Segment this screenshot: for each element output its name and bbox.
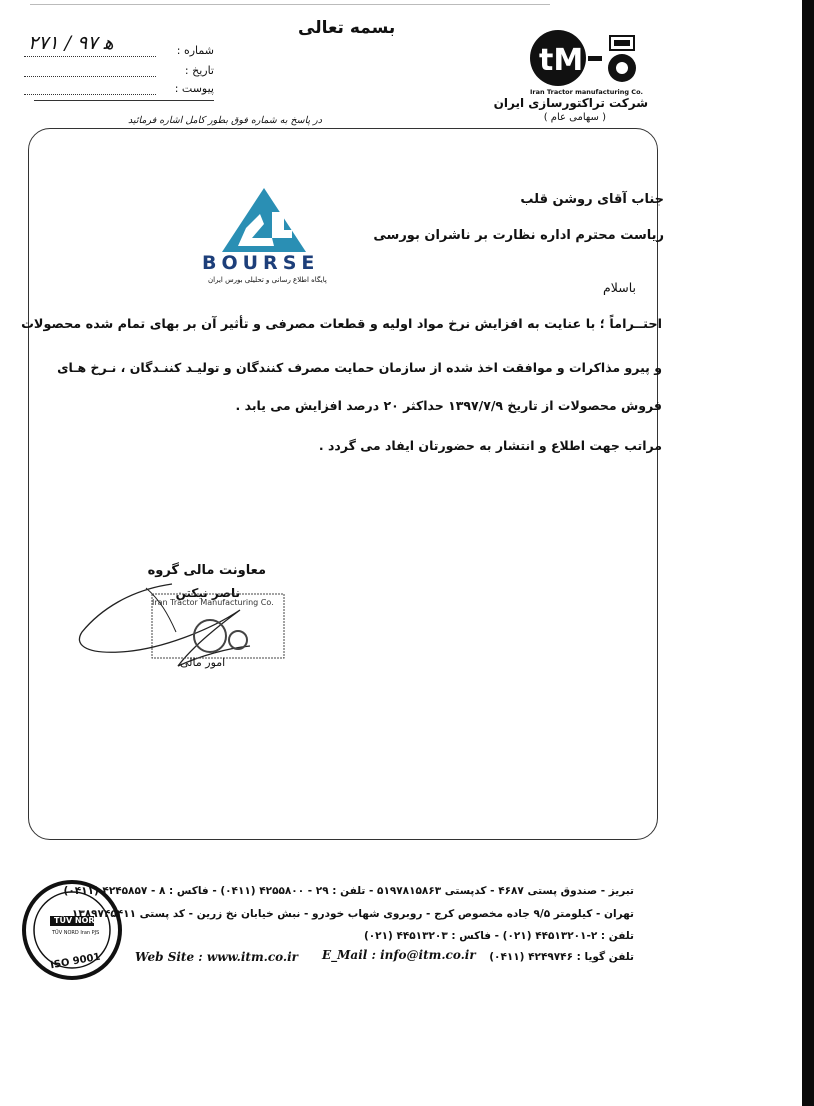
reply-notice: در پاسخ به شماره فوق بطور کامل اشاره فرمائید [127,115,322,126]
signatory-title: معاونت مالی گروه [147,563,266,578]
footer-tabriz-address: تبریز - صندوق پستی ۴۶۸۷ - کدپستی ۵۱۹۷۸۱۵۸۶۳ - تلفن : ۲۹ - ۴۲۵۵۸۰۰ (۰۴۱۱) - فاکس : ۸ - ۴۲۴۵۸۵۷ (۰۴۱۱) [63,885,634,897]
recipient-title: ریاست محترم اداره نظارت بر ناشران بورسی [373,228,664,243]
stamp-text: Iran Tractor Manufacturing Co. [152,598,274,607]
bourse-logo [194,188,334,292]
logo-english-text: Iran Tractor manufacturing Co. [530,88,644,96]
cert-brand: TÜV NORD [54,916,102,925]
bourse-triangle-icon [194,188,334,252]
bourse-caption: پایگاه اطلاع رسانی و تحلیلی بورس ایران [208,276,327,284]
handwritten-signature [60,570,300,690]
paragraph-line-2: و پیرو مذاکرات و موافقت اخذ شده از سازمان حمایت مصرف کنندگان و تولیـد کننـدگان ، نـرخ هـای [57,360,662,375]
signatory-name: ناصر نیکتن [175,586,240,600]
company-logo [528,28,648,100]
svg-text:tM: tM [539,43,584,78]
recipient-name: جناب آقای روشن قلب [520,192,664,207]
top-rule [30,4,550,5]
number-row [24,32,214,58]
basmala-heading: بسمه تعالی [298,18,396,38]
number-value: ﻫ ۹۷ / ۲۷۱ [28,32,114,54]
greeting: باسلام [603,280,636,295]
date-row [24,58,214,76]
paragraph-line-1: احتــراماً ؛ با عنایت به افزایش نرخ مواد اولیه و قطعات مصرفی و تأثیر آن بر بهای تمام شده محصولات [21,317,662,332]
company-name: شرکت تراکتورسازی ایران [493,96,648,110]
footer-website: Web Site : www.itm.co.ir [135,950,298,964]
date-label: تاریخ : [184,64,214,77]
signature-and-stamp [60,570,300,690]
footer-tehran-phone: تلفن : ۲-۴۴۵۱۳۲۰۱ (۰۲۱) - فاکس : ۴۴۵۱۳۲۰۳ (۰۲۱) [363,930,634,942]
number-label: شماره : [176,44,214,57]
letter-meta [24,32,214,101]
cert-sub: TÜV NORD Iran PJS [52,930,100,936]
footer-email: E_Mail : info@itm.co.ir [322,948,476,962]
footer-tehran-address: تهران - کیلومتر ۹/۵ جاده مخصوص کرج - روبروی شهاب خودرو - نبش خیابان نخ زرین - کد پستی ۱۳۸۹۷۴۵۴۱۱ [71,908,634,920]
closing-line: مراتب جهت اطلاع و انتشار به حضورتان ایفاد می گردد . [318,438,662,453]
attachment-label: پیوست : [174,82,214,95]
paragraph-line-3: فروش محصولات از تاریخ ۱۳۹۷/۷/۹ حداکثر ۲۰ درصد افزایش می یابد . [235,398,662,413]
attachment-row [24,76,214,94]
cert-iso: ISO 9001 [49,951,102,972]
bourse-word: BOURSE [202,252,320,274]
company-type: ( سهامی عام ) [543,112,606,123]
stamp-department: امور مالی [180,656,226,669]
meta-divider [34,100,214,101]
scan-edge-bar [802,0,814,1106]
footer-voice-phone: تلفن گویا : ۴۲۴۹۷۴۶ (۰۴۱۱) [489,951,634,963]
